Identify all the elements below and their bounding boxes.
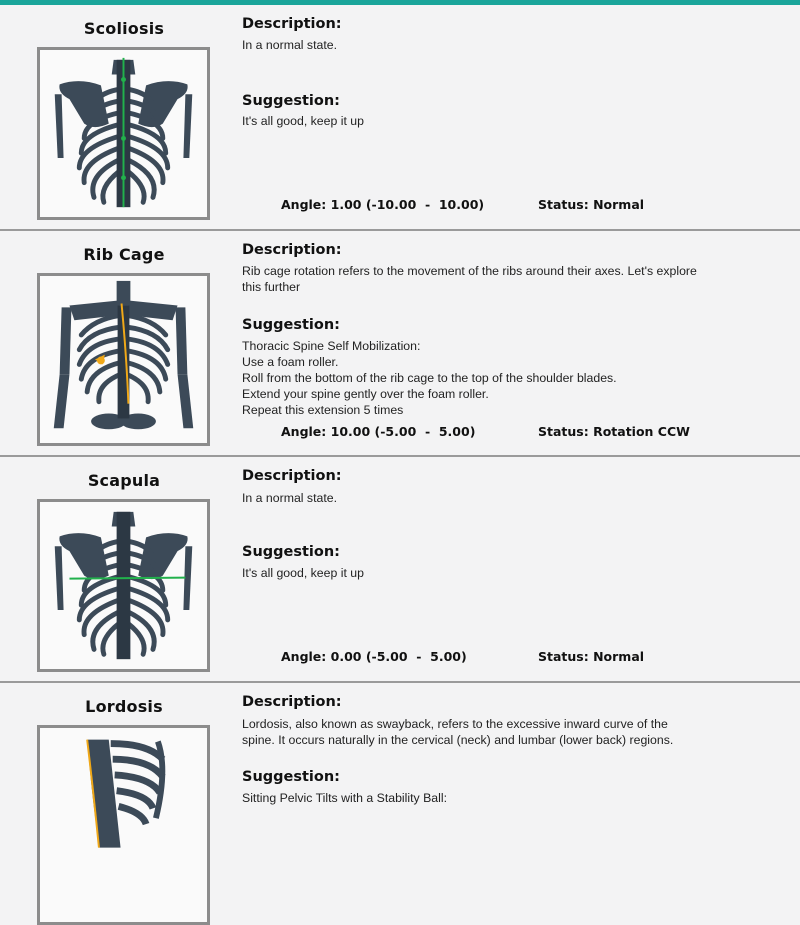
side-skeleton-spine-icon <box>40 728 207 925</box>
suggestion-line: Thoracic Spine Self Mobilization: <box>242 339 421 353</box>
suggestion-line: It's all good, keep it up <box>242 114 364 128</box>
suggestion-line: It's all good, keep it up <box>242 566 364 580</box>
description-line: In a normal state. <box>242 38 338 52</box>
suggestion-line: Repeat this extension 5 times <box>242 403 404 417</box>
scapula-image <box>37 499 210 672</box>
angle-readout: Angle: 1.00 (-10.00 - 10.00) <box>281 197 485 212</box>
status-readout: Status: Normal <box>538 649 645 664</box>
suggestion-text <box>242 338 762 418</box>
angle-readout: Angle: 10.00 (-5.00 - 5.00) <box>281 424 476 439</box>
description-label: Description: <box>242 16 342 32</box>
description-label: Description: <box>242 242 342 258</box>
description-line: Lordosis, also known as swayback, refers to the excessive inward curve of the <box>242 717 668 731</box>
description-text <box>242 490 762 506</box>
suggestion-line: Use a foam roller. <box>242 355 339 369</box>
section-title: Rib Cage <box>83 245 165 264</box>
description-text <box>242 263 762 295</box>
suggestion-label: Suggestion: <box>242 317 340 333</box>
scoliosis-image <box>37 47 210 220</box>
suggestion-label: Suggestion: <box>242 769 340 785</box>
scoliosis-section <box>0 5 800 231</box>
suggestion-text <box>242 565 762 581</box>
scapula-section <box>0 457 800 683</box>
suggestion-label: Suggestion: <box>242 544 340 560</box>
description-label: Description: <box>242 468 342 484</box>
suggestion-text <box>242 790 762 806</box>
description-text <box>242 716 762 748</box>
description-label: Description: <box>242 694 342 710</box>
rib-cage-section <box>0 231 800 457</box>
status-readout: Status: Rotation CCW <box>538 424 690 439</box>
suggestion-label: Suggestion: <box>242 93 340 109</box>
suggestion-line: Sitting Pelvic Tilts with a Stability Ball: <box>242 791 448 805</box>
description-line: In a normal state. <box>242 491 338 505</box>
suggestion-line: Extend your spine gently over the foam roller. <box>242 387 489 401</box>
back-skeleton-horizontal-line-icon <box>40 502 207 669</box>
back-skeleton-vertical-line-icon <box>40 50 207 217</box>
section-title: Scoliosis <box>83 19 165 38</box>
description-line: Rib cage rotation refers to the movement of the ribs around their axes. Let's explore <box>242 264 697 278</box>
section-title: Lordosis <box>85 697 163 716</box>
rib-cage-image <box>37 273 210 446</box>
suggestion-line: Roll from the bottom of the rib cage to the top of the shoulder blades. <box>242 371 617 385</box>
angle-readout: Angle: 0.00 (-5.00 - 5.00) <box>281 649 467 664</box>
lordosis-image <box>37 725 210 925</box>
suggestion-text <box>242 113 762 129</box>
description-line: this further <box>242 280 301 294</box>
front-skeleton-rotation-icon <box>40 276 207 443</box>
lordosis-section <box>0 683 800 909</box>
status-readout: Status: Normal <box>538 197 645 212</box>
description-line: spine. It occurs naturally in the cervical (neck) and lumbar (lower back) regions. <box>242 733 674 747</box>
description-text <box>242 37 762 53</box>
section-title: Scapula <box>87 471 161 490</box>
